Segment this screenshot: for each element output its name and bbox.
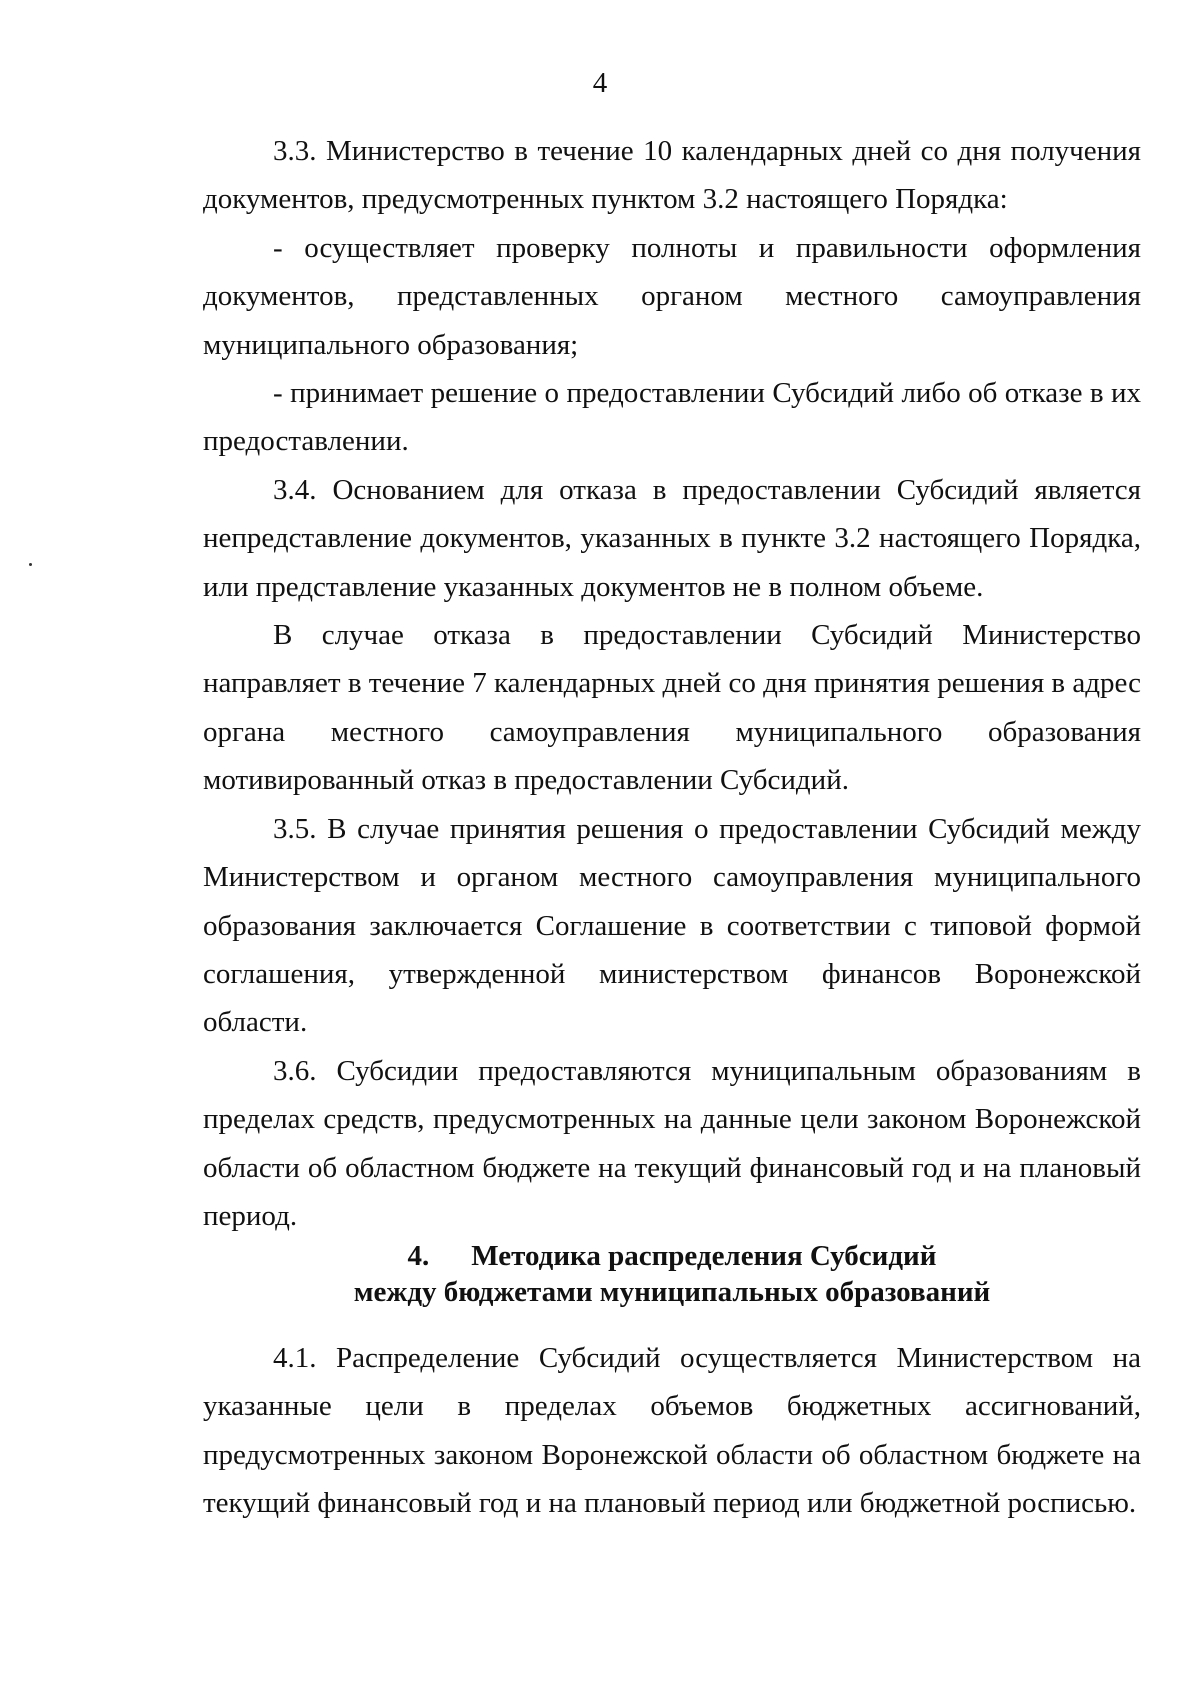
paragraph-4-1: 4.1. Распределение Субсидий осуществляется Министерством на указанные цели в пределах объемов бюджетных ассигнований, предусмотренных законом Воронежской области об областном бюджете на текущий финансовый год и на плановый период или бюджетной росписью. bbox=[203, 1342, 1141, 1520]
paragraph-3-3: 3.3. Министерство в течение 10 календарных дней со дня получения документов, предусмотренных пунктом 3.2 настоящего Порядка: bbox=[203, 135, 1141, 216]
page-number: 4 bbox=[592, 67, 608, 99]
paragraph-3-4-refusal: В случае отказа в предоставлении Субсидий Министерство направляет в течение 7 календарных дней со дня принятия решения в адрес органа местного самоуправления муниципального образования мотивированный отказ в предоставлении Субсидий. bbox=[203, 619, 1141, 797]
document-body-section-3 bbox=[203, 127, 1141, 1240]
paragraph-3-6: 3.6. Субсидии предоставляются муниципальным образованиям в пределах средств, предусмотренных на данные цели законом Воронежской области об областном бюджете на текущий финансовый год и на плановый период. bbox=[203, 1054, 1141, 1232]
paragraph-3-4: 3.4. Основанием для отказа в предоставлении Субсидий является непредставление документов, указанных в пункте 3.2 настоящего Порядка, или представление указанных документов не в полном объеме. bbox=[203, 473, 1141, 603]
paragraph-3-5: 3.5. В случае принятия решения о предоставлении Субсидий между Министерством и органом местного самоуправления муниципального образования заключается Соглашение в соответствии с типовой формой соглашения, утвержденной министерством финансов Воронежской области. bbox=[203, 812, 1141, 1039]
section-number: 4. bbox=[407, 1240, 430, 1272]
section-heading-line-1 bbox=[203, 1238, 1141, 1274]
scan-artifact-dot bbox=[29, 563, 32, 566]
section-heading-4 bbox=[203, 1238, 1141, 1310]
paragraph-3-3-item-1: - осуществляет проверку полноты и правильности оформления документов, представленных органом местного самоуправления муниципального образования; bbox=[203, 231, 1141, 361]
section-title-line-2: между бюджетами муниципальных образований bbox=[353, 1276, 991, 1308]
document-body-section-4 bbox=[203, 1334, 1141, 1528]
paragraph-3-3-item-2: - принимает решение о предоставлении Субсидий либо об отказе в их предоставлении. bbox=[203, 377, 1141, 458]
section-title-line-1: Методика распределения Субсидий bbox=[471, 1240, 937, 1272]
